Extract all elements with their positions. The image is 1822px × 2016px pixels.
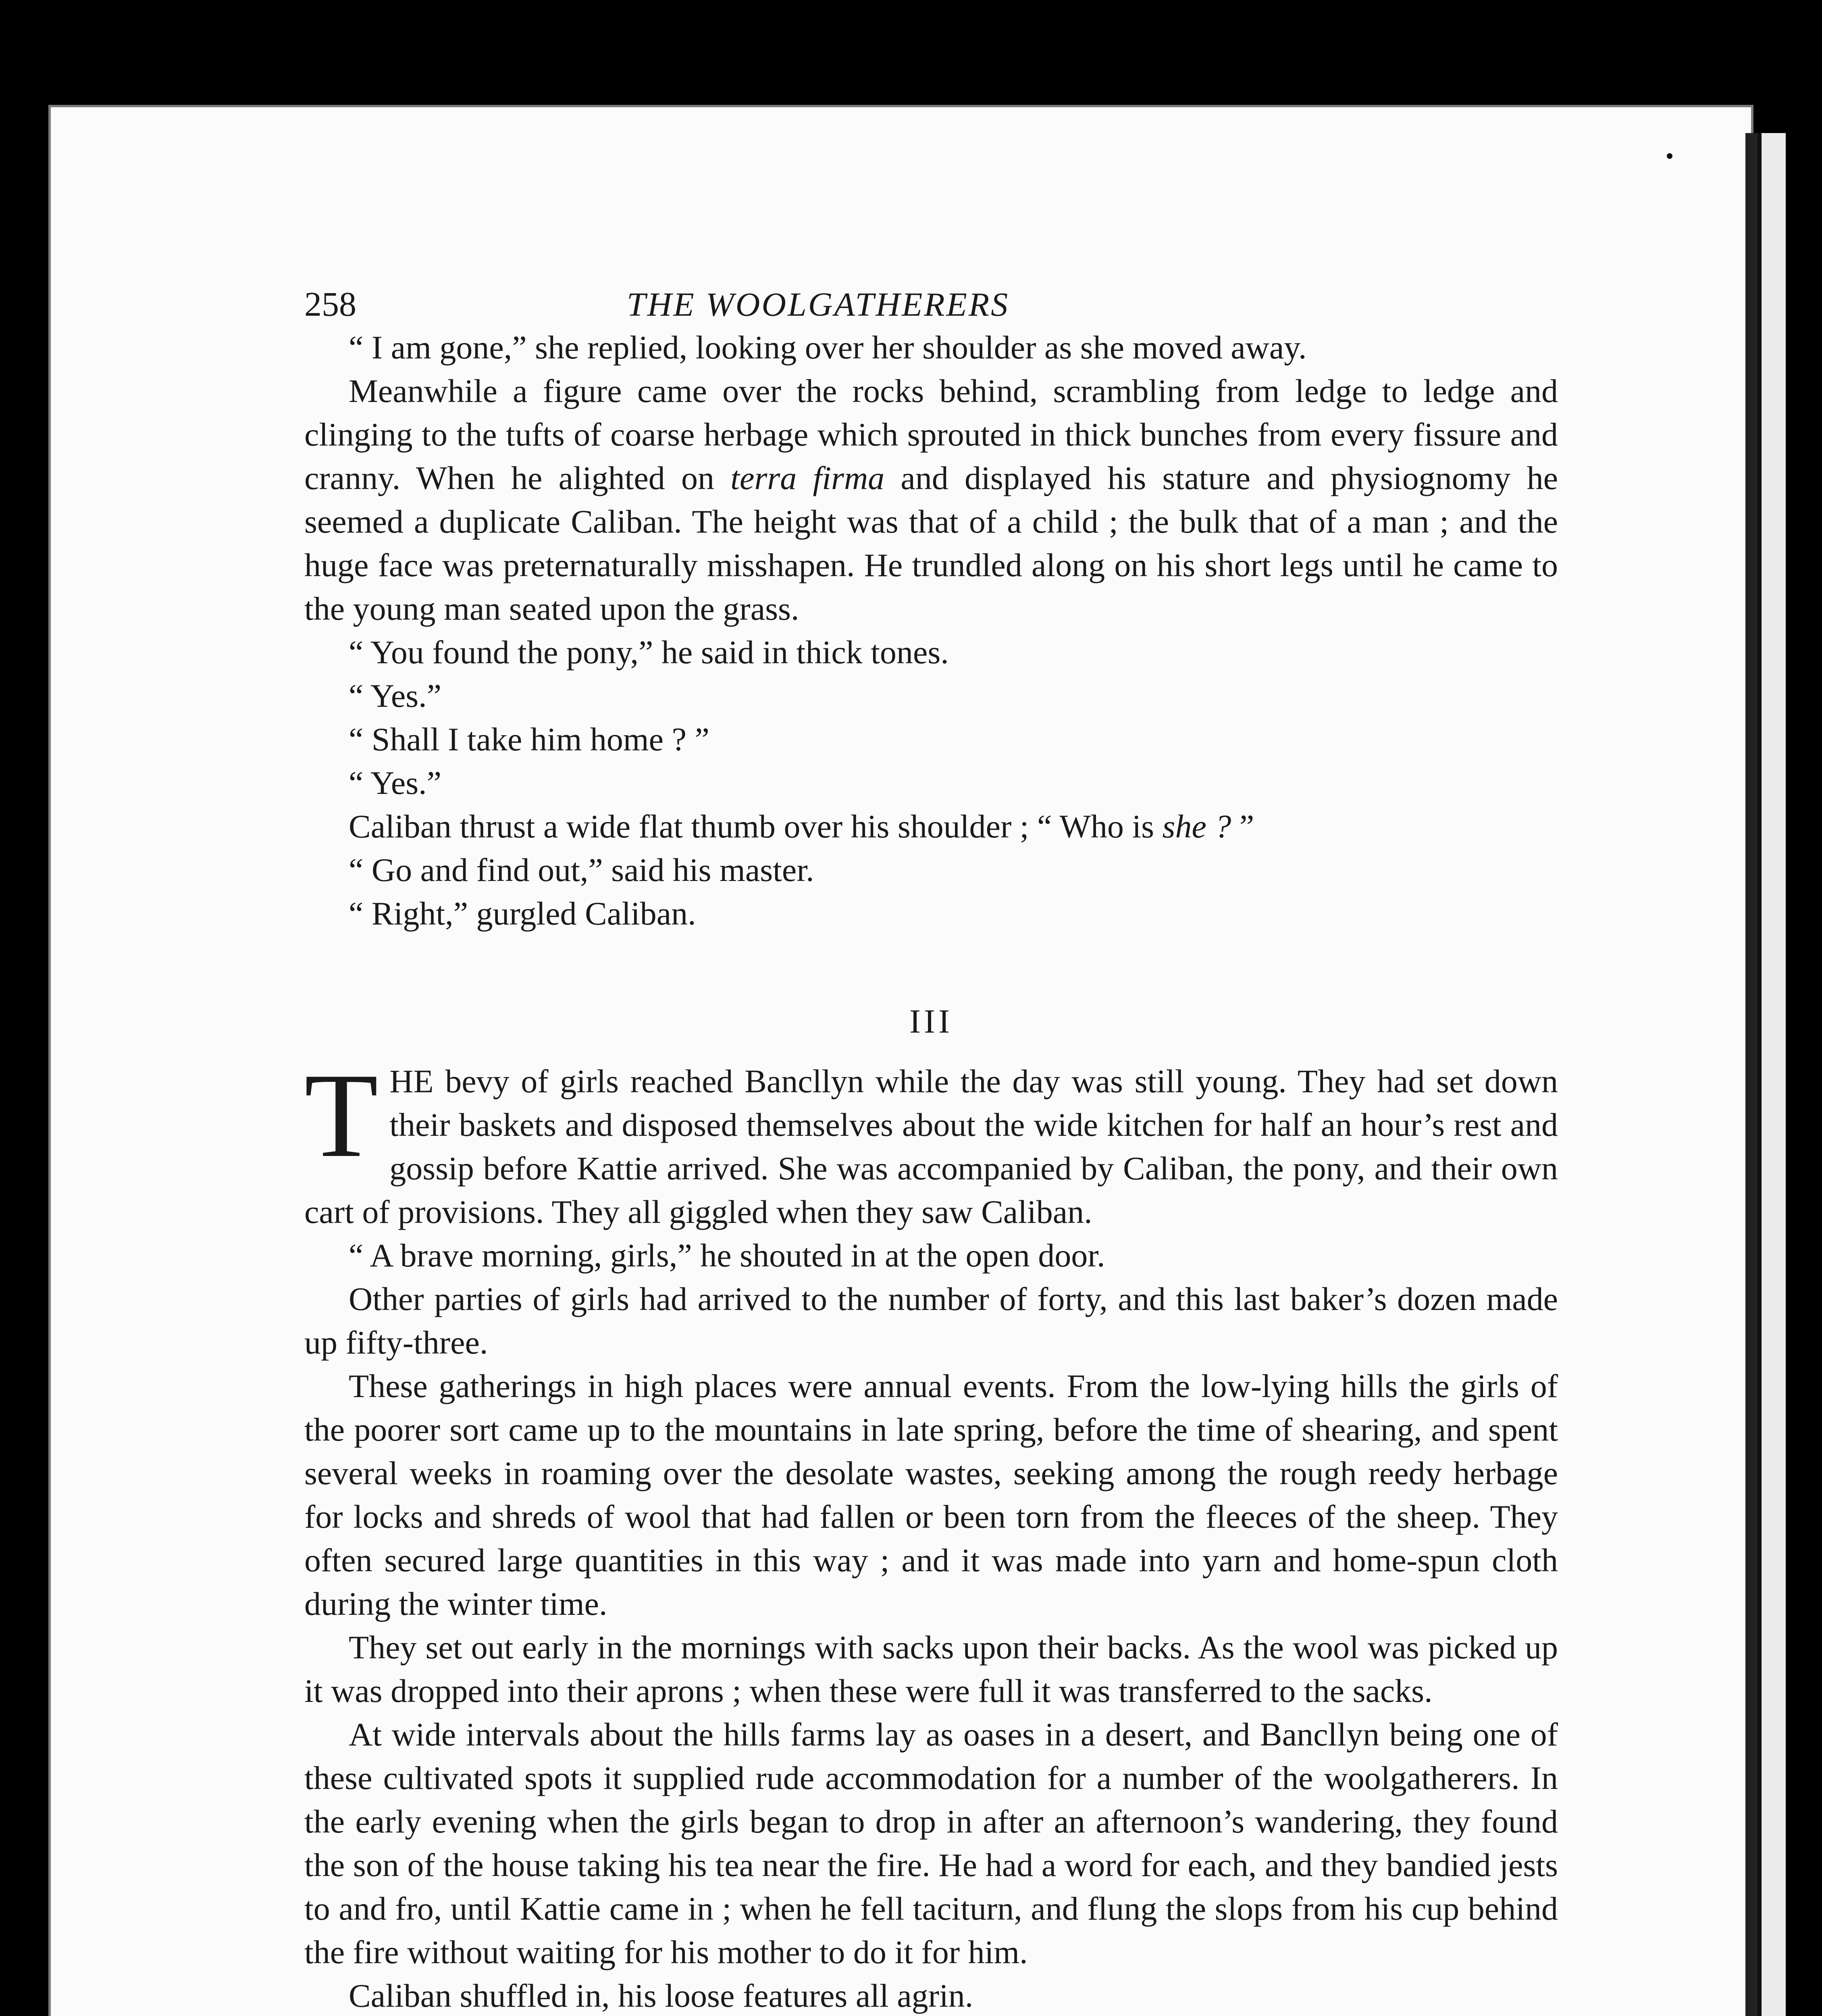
italic-phrase: terra firma bbox=[730, 460, 885, 496]
paragraph: “ Shall I take him home ? ” bbox=[349, 721, 709, 758]
page-number: 258 bbox=[304, 285, 356, 323]
paragraph: “ A brave morning, girls,” he shouted in at the open door. bbox=[349, 1237, 1105, 1274]
running-title: THE WOOLGATHERERS bbox=[627, 286, 1010, 323]
paragraph: THE bevy of girls reached Bancllyn while the day was still young. They had set down their baskets and disposed themselves about the wide kitchen for half an hour’s rest and gossip before Kattie arrived. She was accompanied by Caliban, the pony, and their own cart of provisions. They all giggled when they saw Caliban. bbox=[304, 1048, 1558, 1230]
paragraph: At wide intervals about the hills farms lay as oases in a desert, and Bancllyn being one of these cultivated spots it supplied rude accommodation for a number of the woolgatherers. In the early evening when the girls began to drop in after an afternoon’s wandering, they found the son of the house taking his tea near the fire. He had a word for each, and they bandied jests to and fro, until Kattie came in ; when he fell taciturn, and flung the slops from his cup behind the fire without waiting for his mother to do it for him. bbox=[304, 1716, 1558, 1970]
paragraph: “ Go and find out,” said his master. bbox=[349, 852, 814, 888]
paragraph: Meanwhile a figure came over the rocks behind, scrambling from ledge to ledge and clinging to the tufts of coarse herbage which sprouted in thick bunches from every fissure and cranny. When he alighted on terra firma and displayed his stature and physiognomy he seemed a duplicate Caliban. The height was that of a child ; the bulk that of a man ; and the huge face was preternaturally misshapen. He trundled along on his short legs until he came to the young man seated upon the grass. bbox=[304, 373, 1558, 627]
paragraph: Caliban shuffled in, his loose features all agrin. bbox=[349, 1977, 973, 2014]
paragraph: “ Yes.” bbox=[349, 677, 442, 714]
paragraph: Other parties of girls had arrived to the number of forty, and this last baker’s dozen made up fifty-three. bbox=[304, 1281, 1558, 1361]
page-edge-shadow bbox=[1745, 133, 1758, 2016]
drop-cap: T bbox=[304, 1048, 379, 1182]
paragraph: These gatherings in high places were annual events. From the low-lying hills the girls of the poorer sort came up to the mountains in late spring, before the time of shearing, and spent several weeks in roaming over the desolate wastes, seeking among the rough reedy herbage for locks and shreds of wool that had fallen or been torn from the fleeces of the sheep. They often secured large quantities in this way ; and it was made into yarn and home-spun cloth during the winter time. bbox=[304, 1368, 1558, 1622]
next-page-edge bbox=[1758, 133, 1786, 2016]
paragraph: “ Yes.” bbox=[349, 764, 442, 801]
paragraph: “ Right,” gurgled Caliban. bbox=[349, 895, 696, 932]
page-text-block bbox=[304, 282, 1558, 2016]
page-header bbox=[304, 282, 1558, 326]
paragraph: Caliban thrust a wide flat thumb over his shoulder ; “ Who is she ? ” bbox=[349, 808, 1254, 845]
paragraph: “ I am gone,” she replied, looking over her shoulder as she moved away. bbox=[349, 329, 1307, 366]
chapter-heading: III bbox=[909, 1003, 953, 1040]
paragraph: “ You found the pony,” he said in thick tones. bbox=[349, 634, 949, 671]
italic-phrase: she ? bbox=[1162, 808, 1231, 845]
paragraph: They set out early in the mornings with sacks upon their backs. As the wool was picked up it was dropped into their aprons ; when these were full it was transferred to the sacks. bbox=[304, 1629, 1558, 1709]
scan-speck bbox=[1667, 153, 1672, 159]
